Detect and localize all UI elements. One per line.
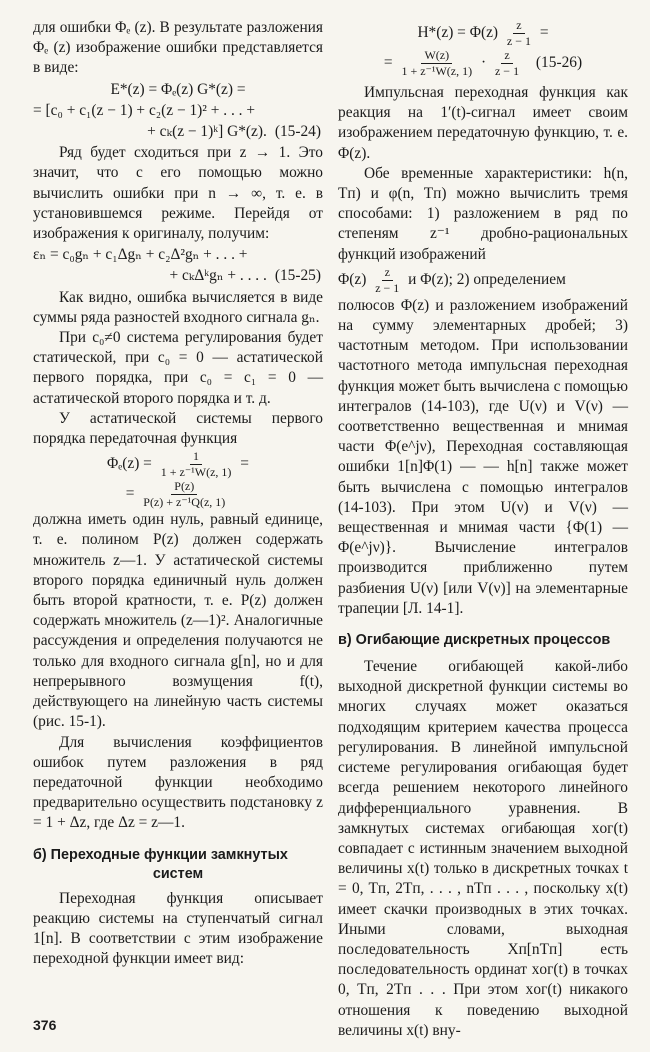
equation-15-24-line2: = [c₀ + c₁(z − 1) + c₂(z − 1)² + . . . + <box>33 101 256 119</box>
section-heading-c: в) Огибающие дискретных процессов <box>338 632 611 649</box>
paragraph: должна иметь один нуль, равный единице, т. е. полином P(z) должен содержать множитель z—1. У астатической системы второго порядка единичный нуль должен быть второй кратности, т. е. P(z) должен содержать множитель (z—1)². Аналогичные рассуждения и определения получаются не только для входного сигнала g[n], но и для непрерывного возмущения f(t), действующего на линейную часть системы (рис. 15-1). <box>33 511 323 731</box>
fraction-numerator: z <box>513 19 524 34</box>
equation-15-26-line2 <box>338 49 628 78</box>
equation-number: (15-25) <box>274 267 321 285</box>
equation-lhs: H*(z) = Φ(z) <box>417 24 499 42</box>
fraction-denominator: P(z) + z⁻¹Q(z, 1) <box>143 495 226 510</box>
equals-sign: = <box>539 24 549 42</box>
paragraph: При c₀≠0 система регулирования будет статической, при c₀ = 0 — астатической первого порядка, при c₀ = c₁ = 0 — астатической второго порядка и т. д. <box>33 329 323 407</box>
equation-15-26-line1 <box>338 19 628 48</box>
fraction-denominator: z − 1 <box>375 280 400 295</box>
fraction <box>492 49 522 78</box>
paragraph: для ошибки Φₑ (z). В результате разложения Φₑ (z) изображение ошибки представляется в виде: <box>33 19 323 77</box>
equation-15-25-line2 <box>33 266 323 286</box>
paragraph: Для вычисления коэффициентов ошибок путем разложения в ряд передаточной функции необходимо предварительно осуществить подстановку z = 1 + Δz, где Δz = z—1. <box>33 733 323 832</box>
section-heading-b: б) Переходные функции замкнутых <box>33 846 288 863</box>
equation-15-25-line1: εₙ = c₀gₙ + c₁Δgₙ + c₂Δ²gₙ + . . . + <box>33 246 248 264</box>
page-number: 376 <box>33 1017 57 1033</box>
fraction-denominator: z − 1 <box>506 34 531 48</box>
formula-continuation: и Φ(z); 2) определением <box>408 270 566 288</box>
paragraph: У астатической системы первого порядка передаточная функция <box>33 409 323 448</box>
equation-lhs: Φₑ(z) = <box>107 455 152 473</box>
fraction-numerator: 1 <box>190 450 202 465</box>
equation-15-24-line3 <box>33 122 323 142</box>
equation-15-24-line1: E*(z) = Φₑ(z) G*(z) = <box>110 80 246 98</box>
paragraph: Как видно, ошибка вычисляется в виде суммы ряда разностей входного сигнала gₙ. <box>33 288 323 326</box>
equation-number: (15-24) <box>274 123 321 141</box>
fraction <box>158 450 235 479</box>
fraction-numerator: z <box>501 49 512 64</box>
fraction-denominator: 1 + z⁻¹W(z, 1) <box>401 64 473 78</box>
fraction <box>504 19 534 48</box>
equation-number: (15-26) <box>535 54 583 72</box>
right-column <box>338 18 628 1041</box>
fraction <box>398 49 475 78</box>
inline-formula-line <box>338 266 628 295</box>
fraction-numerator: W(z) <box>421 49 452 64</box>
paragraph: Течение огибающей какой-либо выходной дискретной функции системы во многих случаях может оказаться подходящим критерием качества процесса регулирования. В линейной импульсной системе регулирования огибающая будет всегда решением некоторого линейного дифференциального уравнения. В замкнутых системах огибающая xог(t) совпадает с истинным значением выходной величины x(t) только в дискретных точках t = 0, Tп, 2Tп, . . . , nTп . . . , поскольку x(t) имеет скачки производных в этих точках. Иными словами, выходная последовательность Xп[nTп] есть последовательность ординат xог(t) в точках 0, Tп, 2Tп . . . При этом xог(t) никакого отношения к поведению выходной величины x(t) вну- <box>338 658 628 1039</box>
paragraph: Обе временные характеристики: h(n, Tп) и φ(n, Tп) можно вычислить тремя способами: 1) разложением в ряд по степеням z⁻¹ дробно-рациональных функций изображений <box>338 164 628 263</box>
paragraph: Ряд будет сходиться при z → 1. Это значит, что с его помощью можно вычислить ошибки при n → ∞, т. е. в установившемся режиме. Перейдя от изображения к оригиналу, получим: <box>33 144 323 243</box>
equation-body: + cₖΔᵏgₙ + . . . . <box>169 267 267 285</box>
paragraph: Переходная функция описывает реакцию системы на ступенчатый сигнал 1[n]. В соответствии с этим изображение переходной функции имеет вид: <box>33 889 323 968</box>
fraction-numerator: P(z) <box>171 480 197 495</box>
fraction-denominator: z − 1 <box>494 64 520 78</box>
fraction <box>372 266 402 295</box>
formula-phi: Φ(z) <box>338 270 367 288</box>
fraction-denominator: 1 + z⁻¹W(z, 1) <box>160 465 232 480</box>
equals-sign: = <box>125 485 135 503</box>
multiplication-dot: · <box>480 54 487 72</box>
equals-sign: = <box>240 455 249 473</box>
equals-sign: = <box>383 54 393 72</box>
paragraph: полюсов Φ(z) и разложением изображений на сумму элементарных дробей; 3) частотным методом. При использовании частотного метода импульсная переходная функция может быть вычислена с помощью интегралов (14-103), где U(ν) и V(ν) — соответственно вещественная и мнимая части Φ(e^jν), Переходная составляющая ошибки 1[n]Φ(1) — — h[n] также может быть вычислена с помощью интегралов (14-103). При этом U(ν) и V(ν) — вещественная и мнимая части {Φ(1) — Φ(e^jν)}. Вычисление интегралов производится приближенно путем разбиения U(ν) [или V(ν)] на элементарные трапеции [Л. 14-1]. <box>338 296 628 617</box>
left-column <box>33 18 323 969</box>
equation-body: + cₖ(z − 1)ᵏ] G*(z). <box>147 123 267 141</box>
section-heading-b-continued: систем <box>152 865 204 882</box>
fraction-numerator: z <box>382 266 393 281</box>
paragraph: Импульсная переходная функция как реакция на 1′(t)-сигнал имеет своим изображением передаточную функцию, т. е. Φ(z). <box>338 84 628 162</box>
fraction <box>140 480 228 509</box>
equation-transfer-function-line2 <box>33 480 323 509</box>
equation-transfer-function-line1 <box>33 450 323 479</box>
